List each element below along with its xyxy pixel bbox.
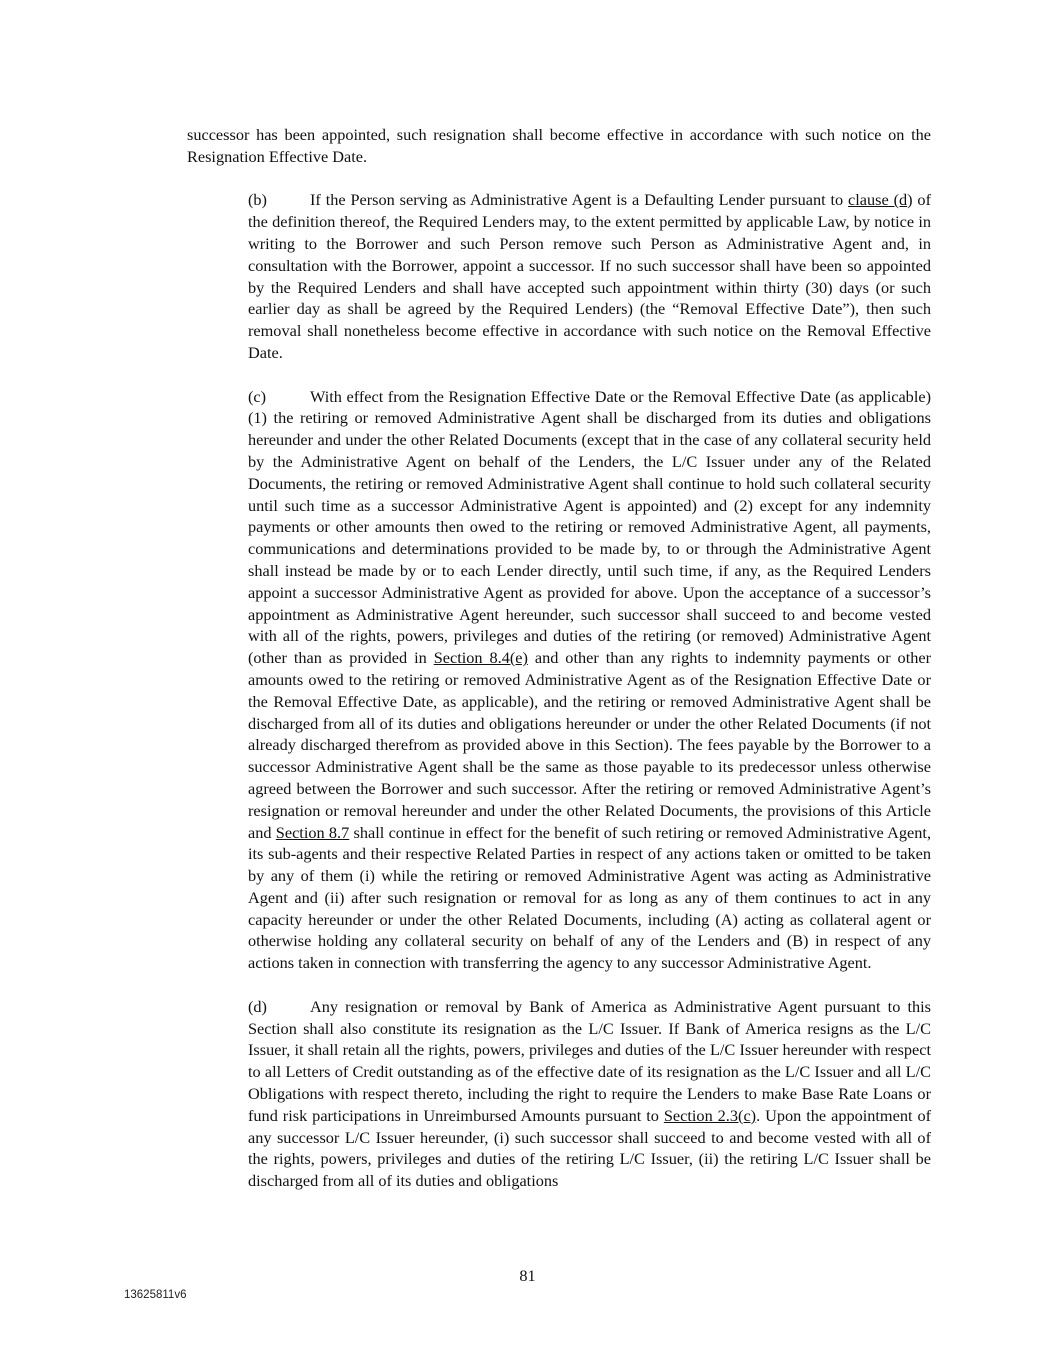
paragraph-c-text-3: shall continue in effect for the benefit of such retiring or removed Administrative Agent, its sub-agents and their respective Related Parties in respect of any actions taken or omitted to be taken by any of them (i) while the retiring or removed Administrative Agent was acting as Administrative Agent and (ii) after such resignation or removal for as long as any of them continues to act in any capacity hereunder or under the other Related Documents, including (A) acting as collateral agent or otherwise holding any collateral security on behalf of any of the Lenders and (B) in respect of any actions taken in connection with transferring the agency to any successor Administrative Agent. (248, 822, 932, 973)
paragraph-b-label: (b) (248, 190, 267, 210)
paragraph-d-text-2: . Upon the appointment of any successor L/C Issuer hereunder, (i) such successor shall succeed to and become vested with all of the rights, powers, privileges and duties of the retiring L/C Issuer, (ii) the retiring L/C Issuer shall be discharged from all of its duties and obligations (248, 1105, 932, 1191)
page-number: 81 (519, 1266, 536, 1285)
paragraph-c (187, 386, 931, 975)
paragraph-d-label: (d) (248, 996, 267, 1016)
paragraph-b (187, 189, 931, 363)
paragraph-c-text-1: With effect from the Resignation Effective Date or the Removal Effective Date (as applicable) (1) the retiring or removed Administrative Agent shall be discharged from its duties and obligations hereunder and under the other Related Documents (except that in the case of any collateral security held by the Administrative Agent on behalf of the Lenders, the L/C Issuer under any of the Related Documents, the retiring or removed Administrative Agent shall continue to hold such collateral security until such time as a successor Administrative Agent is appointed) and (2) except for any indemnity payments or other amounts then owed to the retiring or removed Administrative Agent, all payments, communications and determinations provided to be made by, to or through the Administrative Agent shall instead be made by or to each Lender directly, until such time, if any, as the Required Lenders appoint a successor Administrative Agent as provided for above. Upon the acceptance of a successor’s appointment as Administrative Agent hereunder, such successor shall succeed to and become vested with all of the rights, powers, privileges and duties of the retiring (or removed) Administrative Agent (other than as provided in (248, 386, 931, 668)
paragraph-c-label: (c) (248, 386, 267, 406)
section-2-3-c-reference: Section 2.3(c) (663, 1105, 757, 1125)
paragraph-d (187, 996, 931, 1192)
clause-d-reference: clause (d (848, 190, 908, 210)
paragraph-b-text-2: ) of the definition thereof, the Required Lenders may, to the extent permitted by applicable Law, by notice in writing to the Borrower and such Person remove such Person as Administrative Agent and, in consultation with the Borrower, appoint a successor. If no such successor shall have been so appointed by the Required Lenders and shall have accepted such appointment within thirty (30) days (or such earlier day as shall be agreed by the Required Lenders) (the “Removal Effective Date”), then such removal shall nonetheless become effective in accordance with such notice on the Removal Effective Date. (248, 190, 931, 362)
section-8-4-e-reference: Section 8.4(e) (433, 648, 528, 668)
body-text (187, 124, 931, 1192)
paragraph-c-text-2: and other than any rights to indemnity payments or other amounts owed to the retiring or removed Administrative Agent as of the Resignation Effective Date or the Removal Effective Date, as applicable), and the retiring or removed Administrative Agent shall be discharged from all of its duties and obligations hereunder or under the other Related Documents (if not already discharged therefrom as provided above in this Section). The fees payable by the Borrower to a successor Administrative Agent shall be the same as those payable to its predecessor unless otherwise agreed between the Borrower and such successor. After the retiring or removed Administrative Agent’s resignation or removal hereunder and under the other Related Documents, the provisions of this Article and (248, 648, 932, 842)
document-id: 13625811v6 (124, 1289, 187, 1301)
section-8-7-reference: Section 8.7 (275, 822, 350, 842)
paragraph-d-text-1: Any resignation or removal by Bank of America as Administrative Agent pursuant to this Section shall also constitute its resignation as the L/C Issuer. If Bank of America resigns as the L/C Issuer, it shall retain all the rights, powers, privileges and duties of the L/C Issuer hereunder with respect to all Letters of Credit outstanding as of the effective date of its resignation as the L/C Issuer and all L/C Obligations with respect thereto, including the right to require the Lenders to make Base Rate Loans or fund risk participations in Unreimbursed Amounts pursuant to (248, 996, 931, 1125)
paragraph-b-text-1: If the Person serving as Administrative Agent is a Defaulting Lender pursuant to (310, 190, 849, 210)
paragraph-intro-text: successor has been appointed, such resignation shall become effective in accordance with such notice on the Resignation Effective Date. (187, 125, 931, 166)
paragraph-intro (187, 124, 931, 168)
